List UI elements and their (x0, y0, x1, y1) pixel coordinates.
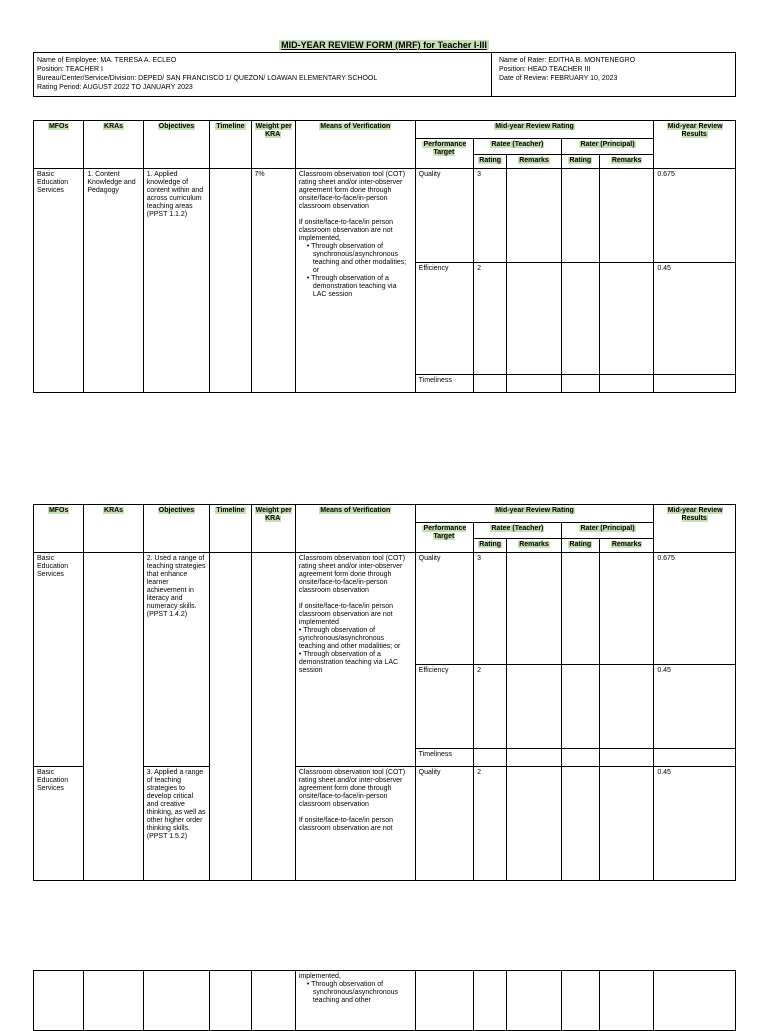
header-weight: Weight per KRA (251, 121, 295, 169)
mov-bullet-1: • Through observation of synchronous/asynchronous teaching and other (306, 981, 399, 1004)
rating-period: Rating Period: AUGUST 2022 TO JANUARY 2023 (37, 84, 193, 91)
kra-cell (84, 553, 143, 881)
ratee-rating: 2 (474, 767, 507, 881)
target-quality: Quality (415, 767, 473, 881)
ratee-rating: 2 (474, 665, 507, 749)
mrf-table-3 (33, 970, 736, 1031)
rater-name: Name of Rater: EDITHA B. MONTENEGRO (499, 57, 636, 64)
header-weight: Weight per KRA (251, 505, 295, 553)
header-timeline: Timeline (210, 505, 251, 553)
weight-cell: 7% (251, 169, 295, 393)
rater-rating (561, 749, 599, 767)
header-ratee-remarks: Remarks (507, 155, 561, 169)
result-cell (654, 375, 736, 393)
form-title: MID-YEAR REVIEW FORM (MRF) for Teacher I-III (281, 40, 487, 50)
header-results: Mid-year Review Results (654, 505, 736, 553)
kra-cell: 1. Content Knowledge and Pedagogy (84, 169, 143, 393)
mov-cell (295, 553, 415, 767)
header-results: Mid-year Review Results (654, 121, 736, 169)
rater-rating (561, 169, 599, 263)
mov-if: If onsite/face-to-face/in person classroom observation are not implemented, (298, 219, 393, 242)
objective-cell: 3. Applied a range of teaching strategies to develop critical and creative thinking, as well as other higher order thinking skills. (PPST 1.5.2) (143, 767, 209, 881)
target-efficiency: Efficiency (415, 665, 473, 749)
mov-bullet-2: • Through observation of a demonstration teaching via LAC session (298, 651, 399, 674)
rater-remarks (599, 553, 653, 665)
header-perf-target: Performance Target (415, 139, 473, 169)
header-rater-rating: Rating (561, 155, 599, 169)
ratee-remarks (507, 263, 561, 375)
timeline-cell (210, 553, 251, 881)
rater-rating (561, 767, 599, 881)
rater-rating (561, 263, 599, 375)
header-rater: Rater (Principal) (561, 139, 654, 155)
rater-rating (561, 375, 599, 393)
ratee-remarks (507, 665, 561, 749)
mfo-cell: Basic Education Services (34, 553, 84, 767)
header-ratee-rating: Rating (474, 539, 507, 553)
employee-bureau: Bureau/Center/Service/Division: DEPED/ SAN FRANCISCO 1/ QUEZON/ LOAWAN ELEMENTARY SCHOOL (37, 75, 378, 82)
rater-rating (561, 665, 599, 749)
ratee-remarks (507, 553, 561, 665)
objective-cell (143, 971, 209, 1031)
target-quality: Quality (415, 553, 473, 665)
rater-rating (561, 553, 599, 665)
header-ratee: Ratee (Teacher) (474, 523, 562, 539)
target-timeliness: Timeliness (415, 749, 473, 767)
header-kras: KRAs (84, 121, 143, 169)
info-box (33, 52, 736, 97)
result-cell: 0.675 (654, 553, 736, 665)
ratee-rating: 3 (474, 553, 507, 665)
mov-cell (295, 767, 415, 881)
mov-intro: Classroom observation tool (COT) rating sheet and/or inter-observer agreement form done through onsite/face-to-face/in-person classroom observation (298, 769, 406, 808)
mfo-cell: Basic Education Services (34, 169, 84, 393)
weight-cell (251, 553, 295, 881)
mov-bullet-2: • Through observation of a demonstration teaching via LAC session (306, 275, 397, 298)
header-ratee-rating: Rating (474, 155, 507, 169)
employee-position: Position: TEACHER I (37, 66, 104, 73)
employee-info (37, 56, 377, 92)
review-date: Date of Review: FEBRUARY 10, 2023 (499, 75, 618, 82)
rater-remarks (599, 749, 653, 767)
result-cell: 0.45 (654, 665, 736, 749)
objective-cell: 2. Used a range of teaching strategies that enhance learner achievement in literacy and numeracy skills. (PPST 1.4.2) (143, 553, 209, 767)
header-objectives: Objectives (143, 505, 209, 553)
mov-cell (295, 971, 415, 1031)
rater-remarks (599, 375, 653, 393)
result-cell (654, 971, 736, 1031)
rater-info (499, 56, 635, 83)
header-mfos: MFOs (34, 121, 84, 169)
ratee-remarks (507, 169, 561, 263)
mfo-cell (34, 971, 84, 1031)
ratee-rating: 2 (474, 263, 507, 375)
ratee-remarks (507, 375, 561, 393)
mov-cell (295, 169, 415, 393)
rater-rating (561, 971, 599, 1031)
target-timeliness: Timeliness (415, 375, 473, 393)
header-perf-target: Performance Target (415, 523, 473, 553)
rater-remarks (599, 767, 653, 881)
header-ratee-remarks: Remarks (507, 539, 561, 553)
target-cell (415, 971, 473, 1031)
header-rater-remarks: Remarks (599, 155, 653, 169)
result-cell (654, 749, 736, 767)
employee-name: Name of Employee: MA. TERESA A. ECLEO (37, 57, 177, 64)
rater-remarks (599, 263, 653, 375)
header-kras: KRAs (84, 505, 143, 553)
result-cell: 0.45 (654, 263, 736, 375)
mov-bullet-1: • Through observation of synchronous/asynchronous teaching and other modalities; or (298, 627, 401, 650)
header-timeline: Timeline (210, 121, 251, 169)
rater-position: Position: HEAD TEACHER III (499, 66, 591, 73)
mov-cont: implemented, (298, 973, 341, 980)
ratee-remarks (507, 971, 561, 1031)
weight-cell (251, 971, 295, 1031)
rater-remarks (599, 169, 653, 263)
header-midyear-rating: Mid-year Review Rating (415, 121, 654, 139)
ratee-rating (474, 375, 507, 393)
header-rater-rating: Rating (561, 539, 599, 553)
target-efficiency: Efficiency (415, 263, 473, 375)
objective-cell: 1. Applied knowledge of content within and across curriculum teaching areas (PPST 1.1.2) (143, 169, 209, 393)
mov-if: If onsite/face-to-face/in person classroom observation are not implemented (298, 603, 393, 626)
mfo-cell: Basic Education Services (34, 767, 84, 881)
header-mfos: MFOs (34, 505, 84, 553)
timeline-cell (210, 169, 251, 393)
header-ratee: Ratee (Teacher) (474, 139, 562, 155)
mov-intro: Classroom observation tool (COT) rating sheet and/or inter-observer agreement form done through onsite/face-to-face/in-person classroom observation (298, 555, 406, 594)
header-rater-remarks: Remarks (599, 539, 653, 553)
ratee-rating: 3 (474, 169, 507, 263)
result-cell: 0.675 (654, 169, 736, 263)
table-row (34, 553, 736, 665)
ratee-remarks (507, 749, 561, 767)
ratee-remarks (507, 767, 561, 881)
header-midyear-rating: Mid-year Review Rating (415, 505, 654, 523)
table-row (34, 169, 736, 263)
mrf-table-2 (33, 504, 736, 881)
mov-if: If onsite/face-to-face/in person classroom observation are not (298, 817, 393, 832)
info-divider (491, 53, 492, 96)
header-mov: Means of Verification (295, 505, 415, 553)
result-cell: 0.45 (654, 767, 736, 881)
ratee-rating (474, 971, 507, 1031)
ratee-rating (474, 749, 507, 767)
timeline-cell (210, 971, 251, 1031)
header-objectives: Objectives (143, 121, 209, 169)
mov-intro: Classroom observation tool (COT) rating sheet and/or inter-observer agreement form done through onsite/face-to-face/in-person classroom observation (298, 171, 406, 210)
header-mov: Means of Verification (295, 121, 415, 169)
header-rater: Rater (Principal) (561, 523, 654, 539)
kra-cell (84, 971, 143, 1031)
table-row (34, 971, 736, 1031)
rater-remarks (599, 971, 653, 1031)
rater-remarks (599, 665, 653, 749)
target-quality: Quality (415, 169, 473, 263)
mov-bullet-1: • Through observation of synchronous/asynchronous teaching and other modalities; or (306, 243, 407, 274)
mrf-table-1 (33, 120, 736, 393)
